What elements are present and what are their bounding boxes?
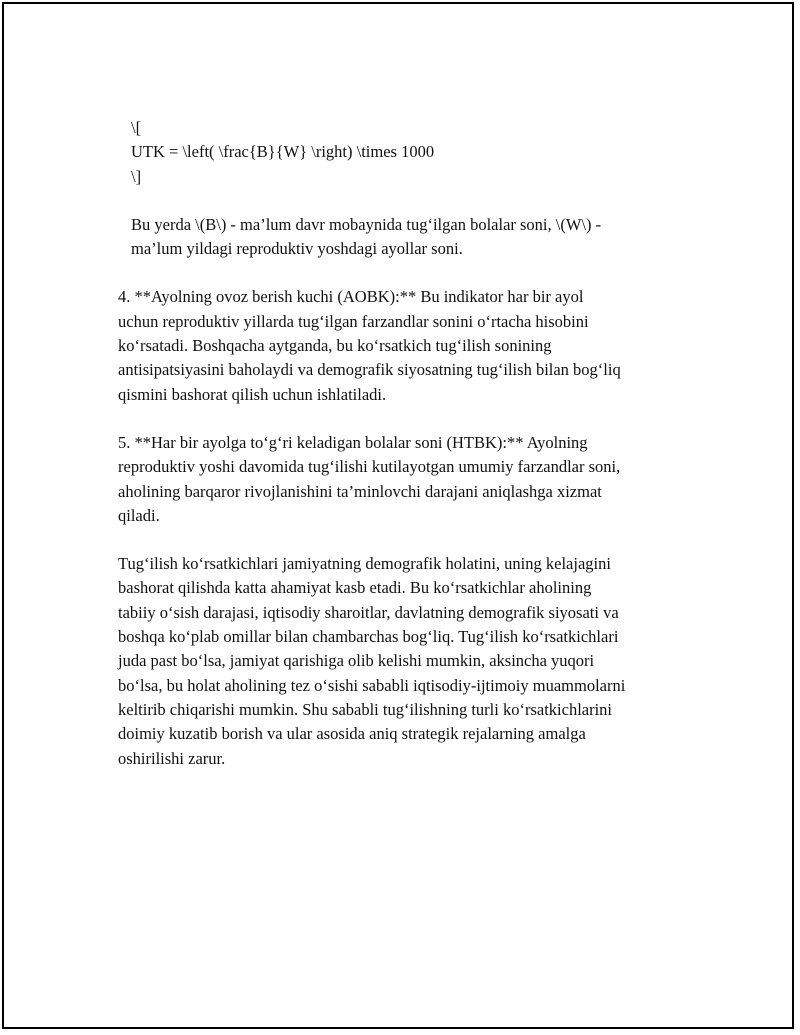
text-line: antisipatsiyasini baholaydi va demografik siyosatning tug‘ilish bilan bog‘liq — [118, 360, 621, 380]
text-line: qismini bashorat qilish uchun ishlatiladi. — [118, 384, 387, 404]
text-line: ko‘rsatadi. Boshqacha aytganda, bu ko‘rsatkich tug‘ilish sonining — [118, 336, 552, 356]
text-line: 4. **Ayolning ovoz berish kuchi (AOBK):** Bu indikator har bir ayol — [118, 287, 584, 307]
text-line: Bu yerda \(B\) - ma’lum davr mobaynida tug‘ilgan bolalar soni, \(W\) - — [131, 214, 602, 234]
formula-open: \[ — [131, 118, 142, 137]
text-line: ma’lum yildagi reproduktiv yoshdagi ayollar soni. — [131, 239, 463, 259]
text-line: aholining barqaror rivojlanishini ta’minlovchi darajani aniqlashga xizmat — [118, 481, 602, 501]
conclusion-paragraph — [118, 552, 698, 771]
text-line: uchun reproduktiv yillarda tug‘ilgan farzandlar sonini o‘rtacha hisobini — [118, 311, 589, 331]
text-line: reproduktiv yoshi davomida tug‘ilishi kutilayotgan umumiy farzandlar soni, — [118, 457, 621, 477]
document-body — [118, 116, 698, 771]
text-line: Tug‘ilish ko‘rsatkichlari jamiyatning demografik holatini, uning kelajagini — [118, 554, 611, 574]
formula-block — [118, 116, 698, 189]
text-line: bashorat qilishda katta ahamiyat kasb etadi. Bu ko‘rsatkichlar aholining — [118, 578, 592, 598]
list-item-4 — [118, 285, 698, 406]
text-line: qiladi. — [118, 505, 160, 525]
text-line: tabiiy o‘sish darajasi, iqtisodiy sharoitlar, davlatning demografik siyosati va — [118, 602, 619, 622]
text-line: boshqa ko‘plab omillar bilan chambarchas bog‘liq. Tug‘ilish ko‘rsatkichlari — [118, 627, 619, 647]
list-item-5 — [118, 431, 698, 528]
text-line: 5. **Har bir ayolga to‘g‘ri keladigan bolalar soni (HTBK):** Ayolning — [118, 432, 588, 452]
text-line: oshirilishi zarur. — [118, 748, 226, 768]
formula-expression: UTK = \left( \frac{B}{W} \right) \times 1000 — [131, 142, 435, 162]
formula-explanation — [118, 213, 698, 262]
text-line: keltirib chiqarishi mumkin. Shu sababli tug‘ilishning turli ko‘rsatkichlarini — [118, 699, 613, 719]
formula-close: \] — [131, 166, 142, 186]
text-line: doimiy kuzatib borish va ular asosida aniq strategik rejalarning amalga — [118, 724, 586, 744]
text-line: juda past bo‘lsa, jamiyat qarishiga olib kelishi mumkin, aksincha yuqori — [118, 651, 595, 671]
text-line: bo‘lsa, bu holat aholining tez o‘sishi sababli iqtisodiy-ijtimoiy muammolarni — [118, 675, 626, 695]
